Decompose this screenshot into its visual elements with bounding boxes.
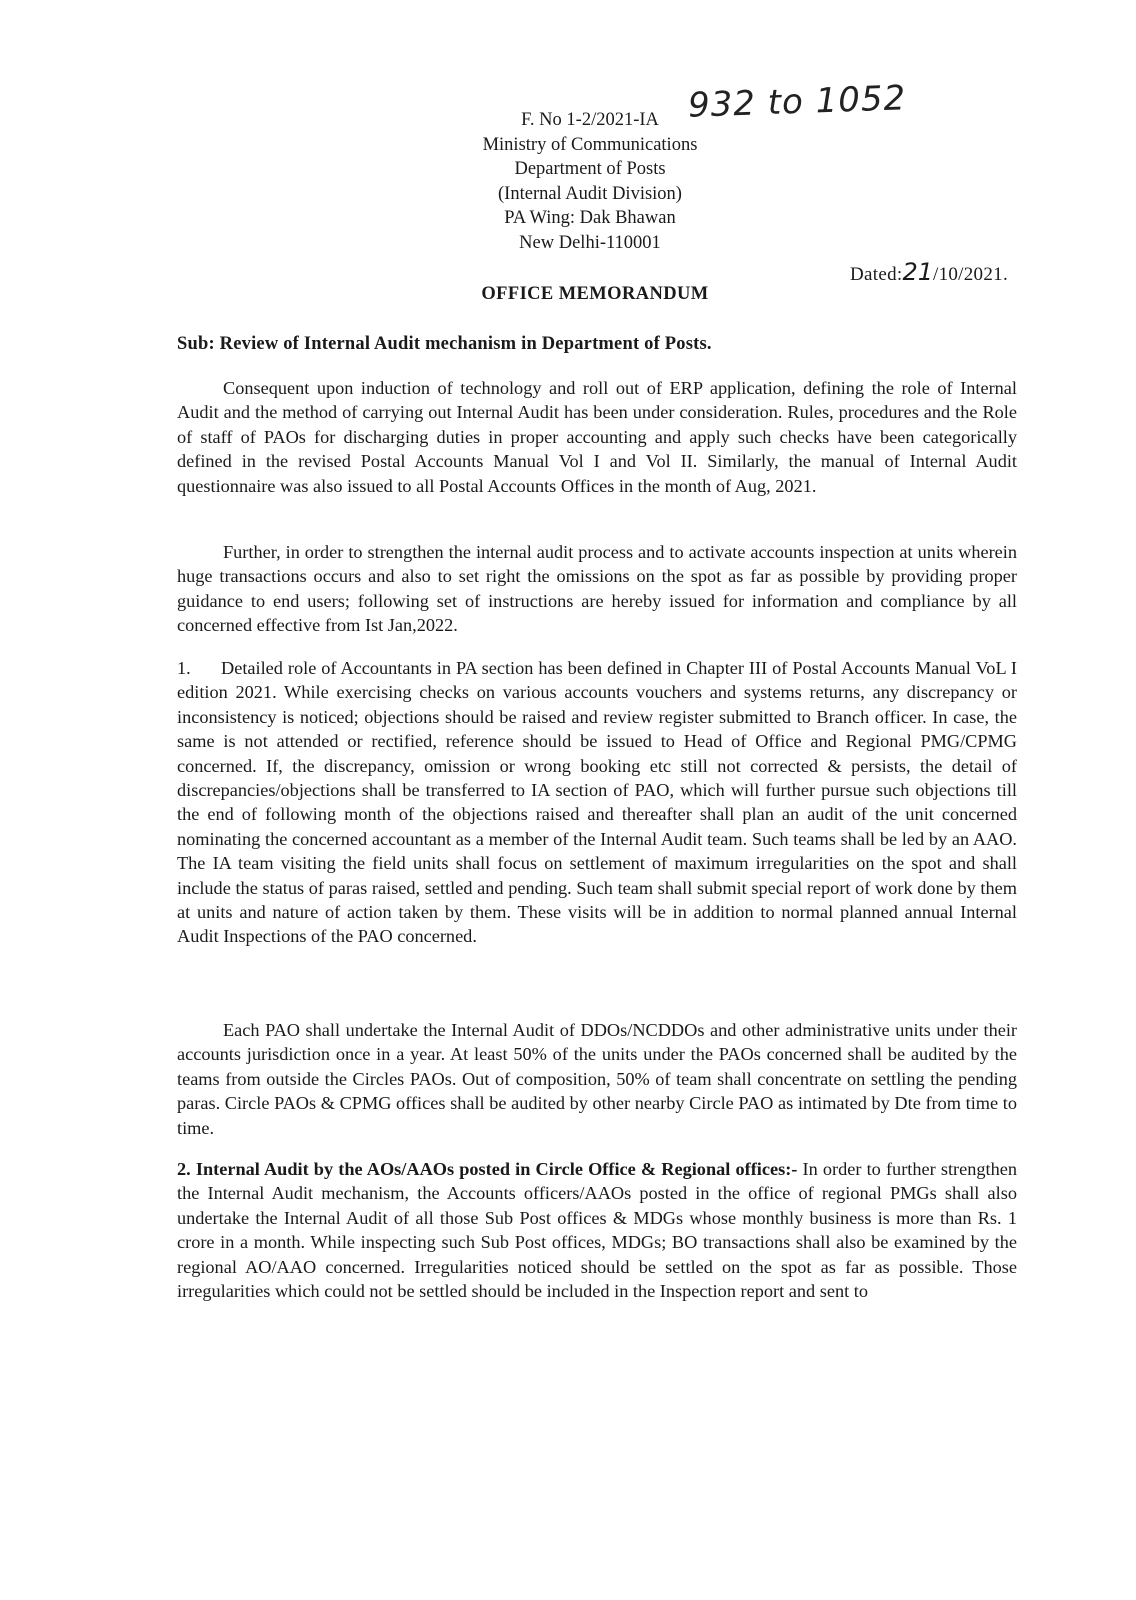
point-1-text: Detailed role of Accountants in PA section has been defined in Chapter III of Postal Accounts Manual VoL I edition 2021. While exercising checks on various accounts vouchers and systems returns, any discrepancy or inconsistency is noticed; objections should be raised and review register submitted to Branch officer. In case, the same is not attended or rectified, reference should be issued to Head of Office and Regional PMG/CPMG concerned. If, the discrepancy, omission or wrong booking etc still not corrected & persists, the detail of discrepancies/objections shall be transferred to IA section of PAO, which will further pursue such objections till the end of following month of the objections raised and thereafter shall plan an audit of the unit concerned nominating the concerned accountant as a member of the Internal Audit team. Such teams shall be led by an AAO. The IA team visiting the field units shall focus on settlement of maximum irregularities on the spot and shall include the status of paras raised, settled and pending. Such team shall submit special report of work done by them at units and nature of action taken by them. These visits will be in addition to normal planned annual Internal Audit Inspections of the PAO concerned. xyxy=(177,658,1017,947)
date-day-handwritten: 21 xyxy=(902,258,933,286)
memo-subject: Sub: Review of Internal Audit mechanism in Department of Posts. xyxy=(177,334,712,354)
memo-title: OFFICE MEMORANDUM xyxy=(481,284,709,304)
paragraph-point-1 xyxy=(177,656,1017,949)
paragraph-further: Further, in order to strengthen the internal audit process and to activate accounts inspection at units wherein huge transactions occurs and also to set right the omissions on the spot as far as possible by providing proper guidance to end users; following set of instructions are hereby issued for information and compliance by all concerned effective from Ist Jan,2022. xyxy=(177,542,1017,636)
paragraph-point-2 xyxy=(177,1157,1017,1303)
handwritten-reference: 932 to 1052 xyxy=(687,78,907,126)
office-city: New Delhi-110001 xyxy=(519,232,661,253)
point-number: 1. xyxy=(177,658,191,678)
department-name: Department of Posts xyxy=(514,159,666,179)
division-name: (Internal Audit Division) xyxy=(498,183,682,204)
point-2-heading: 2. Internal Audit by the AOs/AAOs posted in Circle Office & Regional offices:- xyxy=(177,1159,798,1179)
ministry-name: Ministry of Communications xyxy=(482,134,698,155)
letterhead xyxy=(440,108,740,255)
date-label: Dated: xyxy=(850,264,903,285)
paragraph-intro: Consequent upon induction of technology and roll out of ERP application, defining the role of Internal Audit and the method of carrying out Internal Audit has been under consideration. Rules, procedures and the Role of staff of PAOs for discharging duties in proper accounting and apply such checks have been categorically defined in the revised Postal Accounts Manual Vol I and Vol II. Similarly, the manual of Internal Audit questionnaire was also issued to all Postal Accounts Offices in the month of Aug, 2021. xyxy=(177,378,1017,496)
date-month-year: /10/2021. xyxy=(933,264,1009,285)
date-line xyxy=(850,258,1008,286)
file-number: F. No 1-2/2021-IA xyxy=(521,110,659,130)
point-2-text: In order to further strengthen the Internal Audit mechanism, the Accounts officers/AAOs posted in the office of regional PMGs shall also undertake the Internal Audit of all those Sub Post offices & MDGs whose monthly business is more than Rs. 1 crore in a month. While inspecting such Sub Post offices, MDGs; BO transactions shall also be examined by the regional AO/AAO concerned. Irregularities noticed should be settled on the spot as far as possible. Those irregularities which could not be settled should be included in the Inspection report and sent to xyxy=(177,1159,1017,1302)
wing-name: PA Wing: Dak Bhawan xyxy=(504,208,676,228)
paragraph-each-pao: Each PAO shall undertake the Internal Audit of DDOs/NCDDOs and other administrative units under their accounts jurisdiction once in a year. At least 50% of the units under the PAOs concerned shall be audited by the teams from outside the Circles PAOs. Out of composition, 50% of team shall concentrate on settling the pending paras. Circle PAOs & CPMG offices shall be audited by other nearby Circle PAO as intimated by Dte from time to time. xyxy=(177,1020,1017,1138)
